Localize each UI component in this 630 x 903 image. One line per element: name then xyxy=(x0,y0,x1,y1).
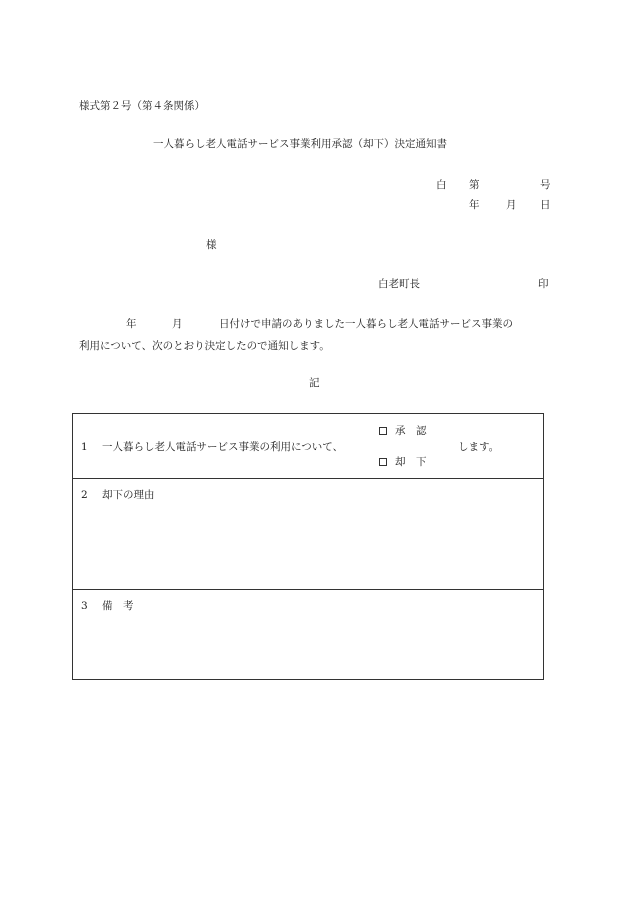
table-divider xyxy=(73,589,543,590)
issue-date-day: 日 xyxy=(540,199,551,211)
reject-label: 却 下 xyxy=(395,456,427,468)
approve-label: 承 認 xyxy=(395,425,427,437)
seal-mark: 印 xyxy=(538,278,549,290)
issue-date-year: 年 xyxy=(469,199,480,211)
document-title: 一人暮らし老人電話サービス事業利用承認（却下）決定通知書 xyxy=(153,138,447,150)
document-number-prefix: 白 xyxy=(436,179,447,191)
remarks-label: 備 考 xyxy=(102,600,134,612)
issue-date-month: 月 xyxy=(506,199,517,211)
body-line1-rest: 日付けで申請のありました一人暮らし老人電話サービス事業の xyxy=(219,318,513,330)
row1-suffix: します。 xyxy=(458,441,500,453)
form-number-label: 様式第２号（第４条関係） xyxy=(79,100,205,112)
section-heading: 記 xyxy=(309,377,320,389)
document-number-middle: 第 xyxy=(469,179,480,191)
body-line2: 利用について、次のとおり決定したので通知します。 xyxy=(79,340,330,352)
row3-number: 3 xyxy=(81,600,88,612)
approve-checkbox-icon[interactable] xyxy=(379,427,387,435)
body-year-label: 年 xyxy=(126,318,137,330)
row1-number: 1 xyxy=(81,441,88,453)
body-month-label: 月 xyxy=(172,318,183,330)
decision-table xyxy=(72,413,544,680)
document-number-suffix: 号 xyxy=(540,179,551,191)
rejection-reason-label: 却下の理由 xyxy=(102,489,155,501)
approve-option[interactable] xyxy=(379,426,427,437)
row1-text: 一人暮らし老人電話サービス事業の利用について、 xyxy=(102,441,344,453)
reject-checkbox-icon[interactable] xyxy=(379,458,387,466)
table-divider xyxy=(73,478,543,479)
reject-option[interactable] xyxy=(379,457,427,468)
row2-number: 2 xyxy=(81,489,88,501)
issuer-name: 白老町長 xyxy=(378,278,420,290)
recipient-suffix: 様 xyxy=(206,239,217,251)
